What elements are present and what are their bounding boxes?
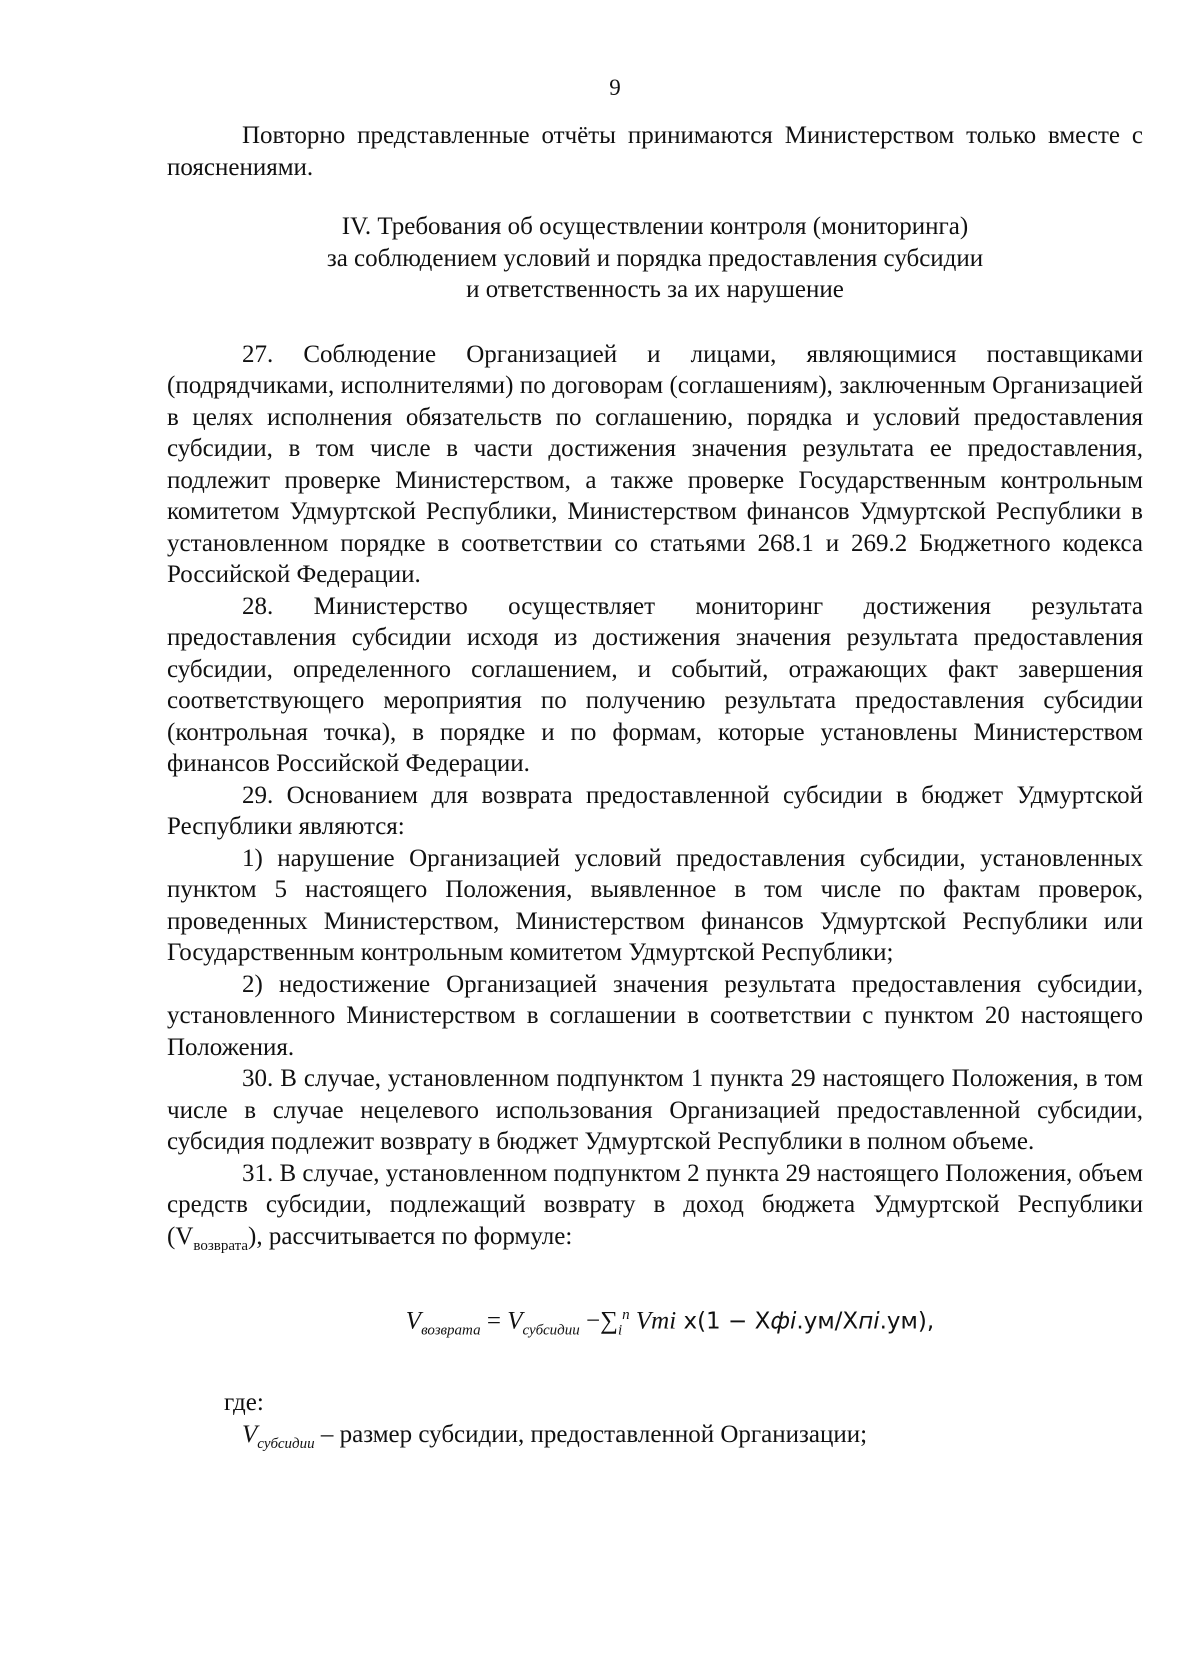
formula-tail-2: .ум), (879, 1308, 935, 1335)
definition-v-subsidy (167, 1419, 1143, 1461)
page-number: 9 (609, 75, 621, 100)
formula-tail-1: x(1 − X (676, 1308, 771, 1335)
paragraph-31-subscript: возврата (193, 1237, 249, 1254)
formula-fi: фi (770, 1308, 797, 1335)
paragraph-31 (167, 1158, 1143, 1263)
section-heading-line-3: и ответственность за их нарушение (466, 276, 844, 303)
paragraph-31-text-after: ), рассчитывается по формуле: (248, 1222, 573, 1250)
paragraph-28: 28. Министерство осуществляет мониторинг достижения результата предоставления субсидии исходя из достижения значения результата предоставления субсидии, определенного соглашением, и событий, отражающих факт завершения соответствующего мероприятия по получению результата предоставления субсидии (контрольная точка), в порядке и по формам, которые установлены Министерством финансов Российской Федерации. (167, 592, 1143, 777)
formula-equals: = (480, 1307, 508, 1335)
formula-mid: .ум/X (796, 1308, 859, 1335)
paragraph-29-item-2: 2) недостижение Организацией значения результата предоставления субсидии, установленного Министерством в соглашении в соответствии с пунктом 20 настоящего Положения. (167, 970, 1143, 1061)
where-label: где: (224, 1389, 264, 1417)
paragraph-27: 27. Соблюдение Организацией и лицами, являющимися поставщиками (подрядчиками, исполнителями) по договорам (соглашениям), заключенным Организацией в целях исполнения обязательств по соглашению, порядка и условий предоставления субсидии, в том числе в части достижения значения результата ее предоставления, подлежит проверке Министерством, а также проверке Государственным контрольным комитетом Удмуртской Республики, Министерством финансов Удмуртской Республики в установленном порядке в соответствии со статьями 268.1 и 269.2 Бюджетного кодекса Российской Федерации. (167, 340, 1143, 588)
definition-text: – размер субсидии, предоставленной Организации; (314, 1420, 868, 1448)
section-heading-line-2: за соблюдением условий и порядка предоставления субсидии (326, 244, 984, 272)
definition-symbol: V (242, 1420, 258, 1448)
formula-sum-upper: n (622, 1307, 630, 1323)
document-body (167, 120, 1143, 1460)
formula-v-return: V (405, 1307, 422, 1335)
paragraph-30: 30. В случае, установленном подпунктом 1 пункта 29 настоящего Положения, в том числе в случае нецелевого использования Организацией предоставленной субсидии, субсидия подлежит возврату в бюджет Удмуртской Республики в полном объеме. (167, 1065, 1143, 1155)
formula-minus-sum: −∑ (579, 1307, 618, 1335)
refund-formula (167, 1298, 1143, 1347)
formula-sum-lower: i (617, 1322, 623, 1339)
paragraph-29-item-1: 1) нарушение Организацией условий предоставления субсидии, установленных пунктом 5 настоящего Положения, выявленное в том числе по фактам проверок, проведенных Министерством, Министерством финансов Удмуртской Республики или Государственным контрольным комитетом Удмуртской Республики; (167, 844, 1143, 966)
formula-v-return-sub: возврата (421, 1322, 481, 1339)
formula-v-subsidy: V (507, 1307, 523, 1335)
paragraph-31-text-before: 31. В случае, установленном подпунктом 2 пункта 29 настоящего Положения, объем средств субсидии, подлежащий возврату в доход бюджета Удмуртской Республики (V (167, 1159, 1143, 1250)
formula-vmi: Vmi (629, 1307, 677, 1335)
section-heading-line-1: IV. Требования об осуществлении контроля (мониторинга) (341, 213, 969, 240)
paragraph-29: 29. Основанием для возврата предоставленной субсидии в бюджет Удмуртской Республики являются: (167, 781, 1143, 840)
intro-paragraph: Повторно представленные отчёты принимаются Министерством только вместе с пояснениями. (167, 122, 1143, 181)
formula-pi: пi (858, 1308, 880, 1335)
section-heading (167, 211, 1143, 306)
formula-v-subsidy-sub: субсидии (522, 1322, 580, 1339)
definition-symbol-sub: субсидии (257, 1435, 315, 1452)
